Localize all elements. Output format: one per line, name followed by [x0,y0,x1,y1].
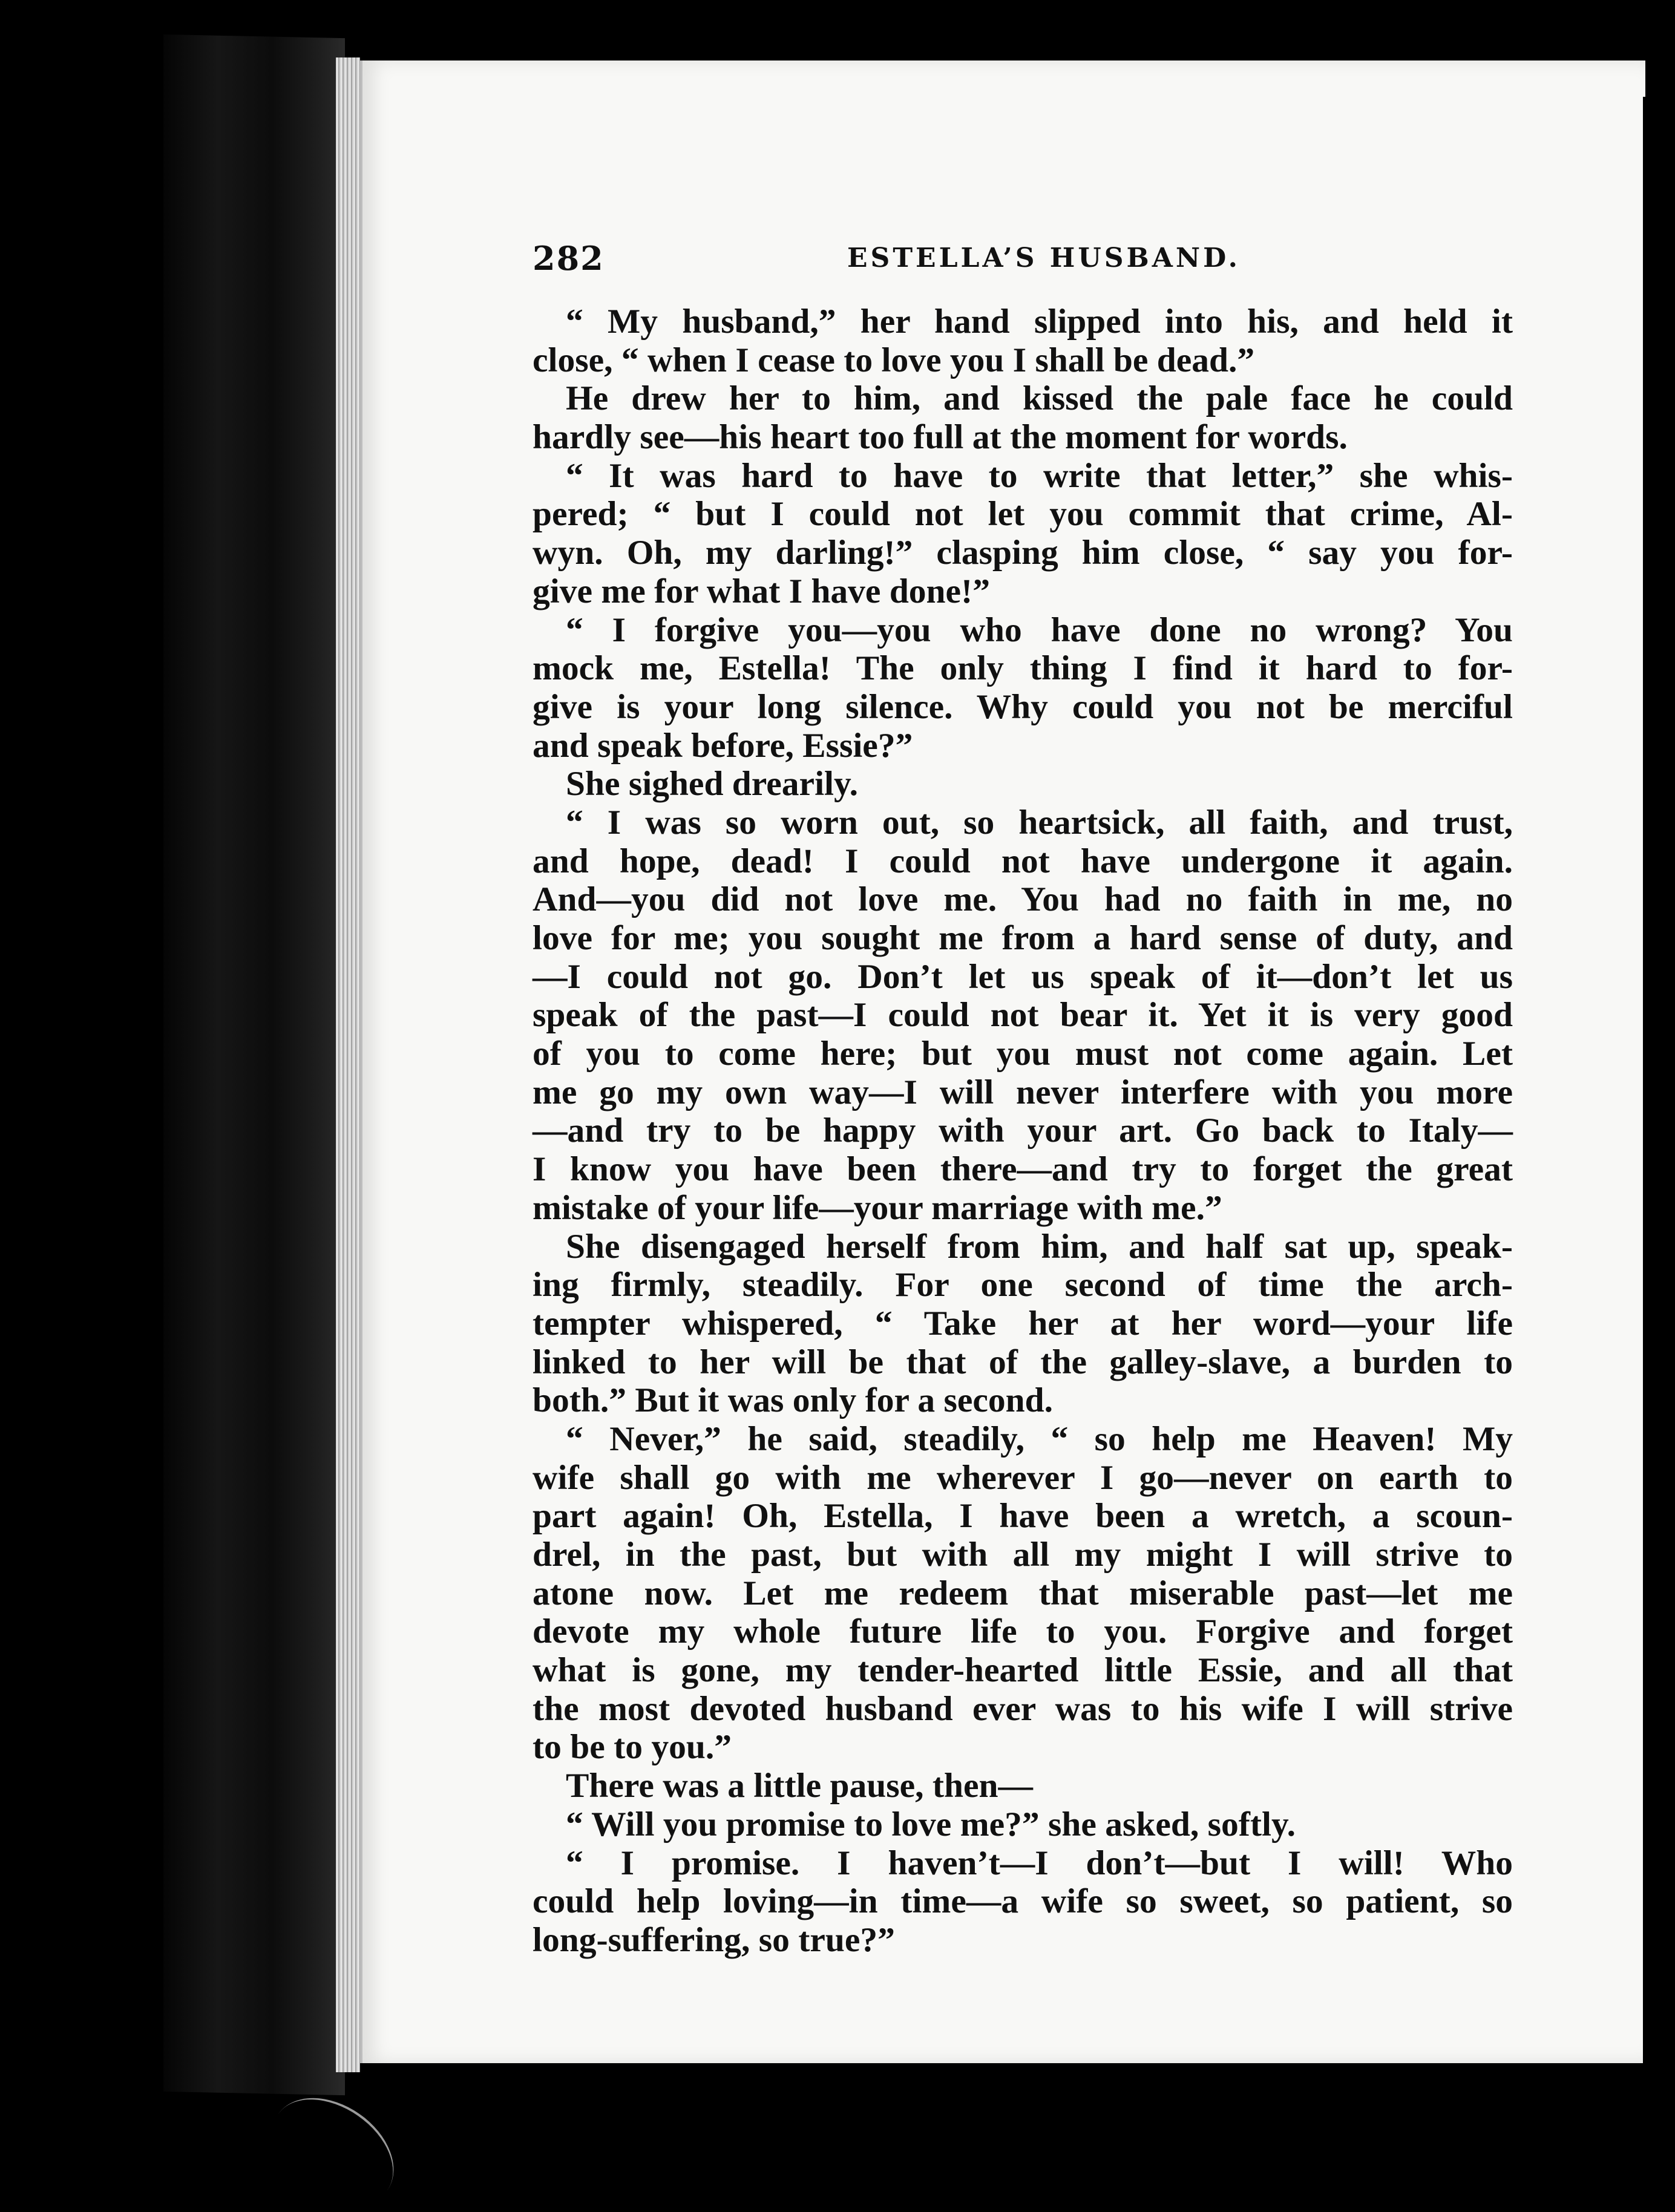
text-line: “ I forgive you—you who have done no wrong? You [566,610,1513,649]
text-line: what is gone, my tender-hearted little Essie, and all that [533,1651,1513,1690]
body-text [533,303,1513,1960]
text-line: “ It was hard to have to write that letter,” she whis- [566,456,1513,495]
text-line: mistake of your life—your marriage with me.” [533,1188,1222,1227]
text-line: and speak before, Essie?” [533,726,913,765]
text-line: and hope, dead! I could not have undergone it again. [533,842,1513,880]
text-line: me go my own way—I will never interfere with you more [533,1073,1513,1111]
page-stack-edge [336,57,360,2072]
page-number: 282 [533,239,605,278]
text-line: could help loving—in time—a wife so sweet, so patient, so [533,1882,1513,1921]
text-line: She disengaged herself from him, and half sat up, speak- [566,1227,1513,1266]
running-head [533,239,1507,281]
text-line: linked to her will be that of the galley-slave, a burden to [533,1343,1513,1381]
text-line: “ Will you promise to love me?” she asked, softly. [566,1805,1296,1844]
text-line: —I could not go. Don’t let us speak of it—don’t let us [533,957,1513,996]
book-fore-edge [163,34,345,2095]
text-line: —and try to be happy with your art. Go back to Italy— [533,1111,1513,1150]
text-line: There was a little pause, then— [566,1767,1033,1805]
text-line: love for me; you sought me from a hard sense of duty, and [533,919,1513,957]
text-line: long-suffering, so true?” [533,1920,895,1959]
text-line: wife shall go with me wherever I go—never on earth to [533,1458,1513,1497]
text-line: the most devoted husband ever was to his wife I will strive [533,1689,1513,1728]
text-line: give is your long silence. Why could you not be merciful [533,687,1513,726]
text-line: “ Never,” he said, steadily, “ so help me Heaven! My [566,1419,1513,1458]
text-line: tempter whispered, “ Take her at her word—your life [533,1304,1513,1343]
text-line: give me for what I have done!” [533,572,990,610]
text-line: wyn. Oh, my darling!” clasping him close, “ say you for- [533,534,1513,572]
text-line: And—you did not love me. You had no faith in me, no [533,880,1513,919]
text-line: ing firmly, steadily. For one second of time the arch- [533,1266,1513,1304]
loose-thread [252,2076,415,2212]
text-line: hardly see—his heart too full at the moment for words. [533,418,1348,457]
text-line: pered; “ but I could not let you commit that crime, Al- [533,495,1513,534]
text-line: “ I was so worn out, so heartsick, all faith, and trust, [566,803,1513,842]
text-line: to be to you.” [533,1728,732,1767]
text-line: “ I promise. I haven’t—I don’t—but I will! Who [566,1844,1513,1882]
text-line: She sighed drearily. [566,765,858,803]
text-line: speak of the past—I could not bear it. Yet it is very good [533,996,1513,1035]
text-line: He drew her to him, and kissed the pale face he could [566,379,1513,418]
text-line: atone now. Let me redeem that miserable past—let me [533,1574,1513,1612]
text-line: part again! Oh, Estella, I have been a wretch, a scoun- [533,1497,1513,1536]
page-right-shadow [1643,97,1675,2212]
text-line: close, “ when I cease to love you I shall be dead.” [533,341,1255,379]
text-line: both.” But it was only for a second. [533,1381,1053,1420]
text-line: devote my whole future life to you. Forgive and forget [533,1612,1513,1651]
text-line: I know you have been there—and try to forget the great [533,1150,1513,1189]
text-line: of you to come here; but you must not come again. Let [533,1035,1513,1073]
running-title: ESTELLA’S HUSBAND. [847,243,1241,273]
text-line: mock me, Estella! The only thing I find it hard to for- [533,649,1513,688]
text-line: drel, in the past, but with all my might I will strive to [533,1536,1513,1574]
text-line: “ My husband,” her hand slipped into his, and held it [566,303,1513,341]
